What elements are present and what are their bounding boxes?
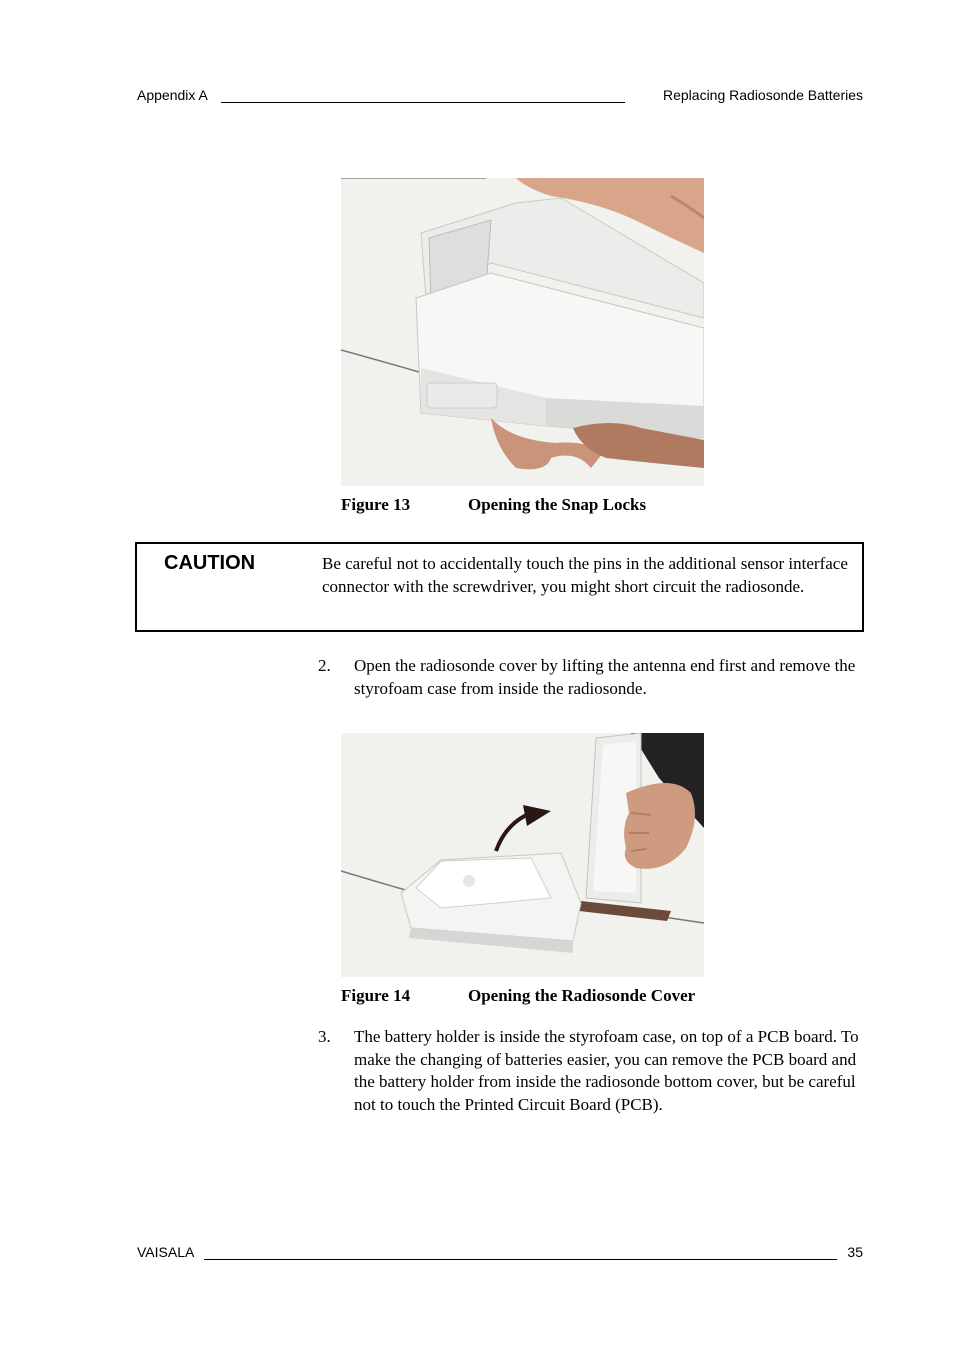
footer-rule [204,1259,837,1260]
caution-label: CAUTION [164,552,256,574]
caution-text: Be careful not to accidentally touch the pins in the additional sensor interface connector with the screwdriver, you might short circuit the radiosonde. [322,554,848,596]
figure-14-title: Opening the Radiosonde Cover [468,986,696,1005]
header-chapter-title: Replacing Radiosonde Batteries [662,87,863,103]
figure-13-number: Figure 13 [341,495,411,514]
figure-13-photo [341,178,704,486]
footer-company: VAISALA [137,1244,195,1260]
step-number: 3. [318,1027,331,1046]
step-number: 2. [318,656,331,675]
header-rule [221,102,625,103]
figure-14-number: Figure 14 [341,986,411,1005]
figure-13-title: Opening the Snap Locks [468,495,647,514]
step-text: The battery holder is inside the styrofoam case, on top of a PCB board. To make the changing of batteries easier, you can remove the PCB board and the battery holder from inside the radiosonde bottom cover, but be careful not to touch the Printed Circuit Board (PCB). [354,1027,859,1114]
page-header [137,86,863,106]
figure-14-photo [341,733,704,977]
caution-box [135,542,864,632]
step-text: Open the radiosonde cover by lifting the antenna end first and remove the styrofoam case from inside the radiosonde. [354,656,856,698]
header-section: Appendix A [137,87,208,103]
page-footer [137,1243,863,1263]
page-number: 35 [847,1244,863,1260]
